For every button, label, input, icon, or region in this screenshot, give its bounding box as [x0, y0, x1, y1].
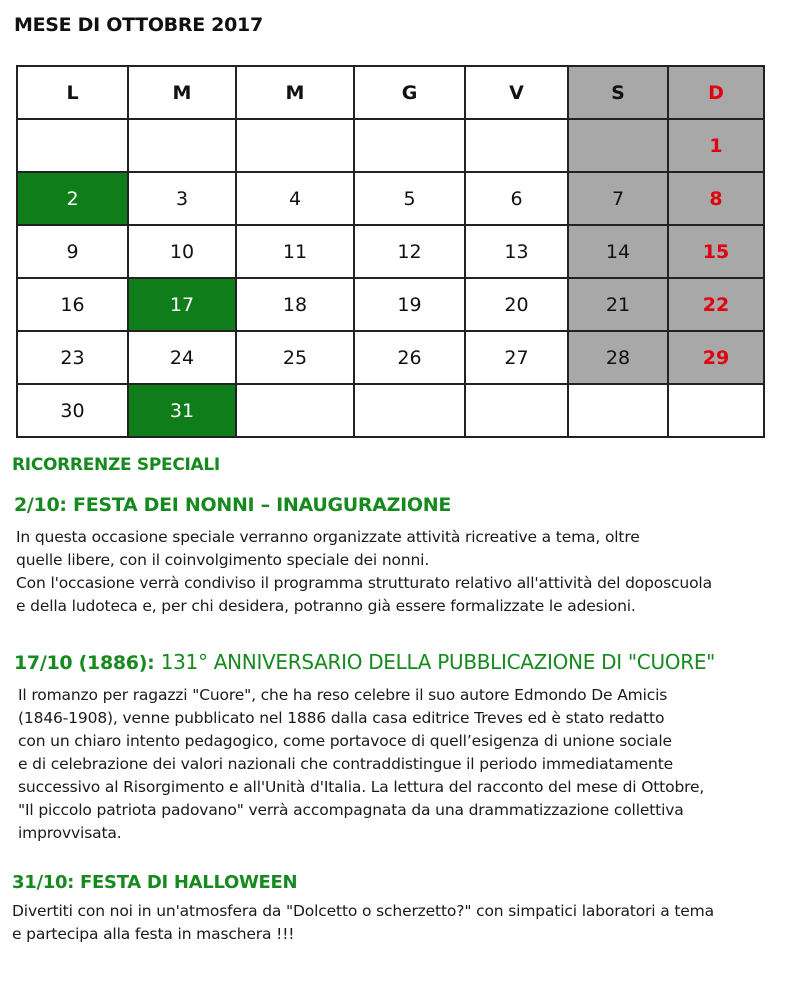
text-line: "Il piccolo patriota padovano" verrà accompagnata da una drammatizzazione collettiva: [18, 801, 684, 819]
calendar-week-row: [17, 278, 764, 331]
calendar-empty-cell: [17, 119, 128, 172]
weekday-header: M: [128, 66, 236, 119]
calendar-empty-cell: [568, 384, 668, 437]
text-line: In questa occasione speciale verranno organizzate attività ricreative a tema, oltre: [16, 528, 640, 546]
calendar-empty-cell: [354, 384, 465, 437]
event-text-grandparents: [16, 526, 712, 618]
calendar-day: 29: [668, 331, 764, 384]
calendar-empty-cell: [128, 119, 236, 172]
calendar-day: 21: [568, 278, 668, 331]
text-line: Il romanzo per ragazzi "Cuore", che ha reso celebre il suo autore Edmondo De Amicis: [18, 686, 668, 704]
calendar-day: 17: [128, 278, 236, 331]
calendar-empty-cell: [354, 119, 465, 172]
calendar-day: 19: [354, 278, 465, 331]
calendar-day: 14: [568, 225, 668, 278]
event-title-cuore-date: 17/10 (1886):: [14, 652, 161, 674]
weekday-header: V: [465, 66, 568, 119]
weekday-header: S: [568, 66, 668, 119]
calendar-day: 26: [354, 331, 465, 384]
calendar-day: 23: [17, 331, 128, 384]
weekday-header: L: [17, 66, 128, 119]
calendar-day: 30: [17, 384, 128, 437]
calendar-day: 31: [128, 384, 236, 437]
calendar-day: 7: [568, 172, 668, 225]
calendar-day: 28: [568, 331, 668, 384]
calendar-day: 5: [354, 172, 465, 225]
calendar-empty-cell: [465, 119, 568, 172]
calendar-week-row: [17, 119, 764, 172]
text-line: successivo al Risorgimento e all'Unità d'Italia. La lettura del racconto del mese di Ottobre,: [18, 778, 705, 796]
event-title-halloween: 31/10: FESTA DI HALLOWEEN: [12, 872, 298, 893]
calendar-day: 8: [668, 172, 764, 225]
event-text-halloween: [12, 900, 714, 946]
text-line: improvvisata.: [18, 824, 122, 842]
calendar-empty-cell: [465, 384, 568, 437]
calendar-day: 4: [236, 172, 354, 225]
calendar-day: 13: [465, 225, 568, 278]
text-line: e della ludoteca e, per chi desidera, potranno già essere formalizzate le adesioni.: [16, 597, 636, 615]
calendar-week-row: [17, 331, 764, 384]
event-title-grandparents: 2/10: FESTA DEI NONNI – INAUGURAZIONE: [14, 494, 452, 516]
calendar-day: 3: [128, 172, 236, 225]
text-line: (1846-1908), venne pubblicato nel 1886 dalla casa editrice Treves ed è stato redatto: [18, 709, 665, 727]
text-line: con un chiaro intento pedagogico, come portavoce di quell’esigenza di unione sociale: [18, 732, 672, 750]
calendar-day: 20: [465, 278, 568, 331]
weekday-header: G: [354, 66, 465, 119]
calendar-day: 2: [17, 172, 128, 225]
calendar-week-row: [17, 384, 764, 437]
calendar-day: 18: [236, 278, 354, 331]
weekday-header: D: [668, 66, 764, 119]
calendar-day: 10: [128, 225, 236, 278]
page-title: MESE DI OTTOBRE 2017: [14, 14, 263, 36]
calendar-day: 25: [236, 331, 354, 384]
calendar-empty-cell: [568, 119, 668, 172]
event-title-cuore: [14, 650, 715, 674]
text-line: Divertiti con noi in un'atmosfera da "Dolcetto o scherzetto?" con simpatici laboratori a tema: [12, 902, 714, 920]
calendar-week-row: [17, 172, 764, 225]
text-line: e di celebrazione dei valori nazionali che contraddistingue il periodo immediatamente: [18, 755, 674, 773]
text-line: Con l'occasione verrà condiviso il programma strutturato relativo all'attività del doposcuola: [16, 574, 712, 592]
calendar-empty-cell: [236, 119, 354, 172]
calendar-day: 11: [236, 225, 354, 278]
weekday-header: M: [236, 66, 354, 119]
calendar-day: 16: [17, 278, 128, 331]
october-calendar: [16, 65, 765, 438]
calendar-week-row: [17, 225, 764, 278]
calendar-empty-cell: [668, 384, 764, 437]
calendar-day: 15: [668, 225, 764, 278]
event-title-cuore-main: 131° ANNIVERSARIO DELLA PUBBLICAZIONE DI "CUORE": [160, 650, 716, 674]
calendar-empty-cell: [236, 384, 354, 437]
special-occasions-heading: RICORRENZE SPECIALI: [12, 455, 220, 475]
calendar-day: 24: [128, 331, 236, 384]
event-text-cuore: [18, 684, 704, 845]
calendar-day: 12: [354, 225, 465, 278]
calendar-day: 6: [465, 172, 568, 225]
calendar-day: 27: [465, 331, 568, 384]
calendar-day: 9: [17, 225, 128, 278]
calendar-day: 22: [668, 278, 764, 331]
text-line: quelle libere, con il coinvolgimento speciale dei nonni.: [16, 551, 430, 569]
text-line: e partecipa alla festa in maschera !!!: [12, 925, 295, 943]
weekday-header-row: [17, 66, 764, 119]
calendar-day: 1: [668, 119, 764, 172]
